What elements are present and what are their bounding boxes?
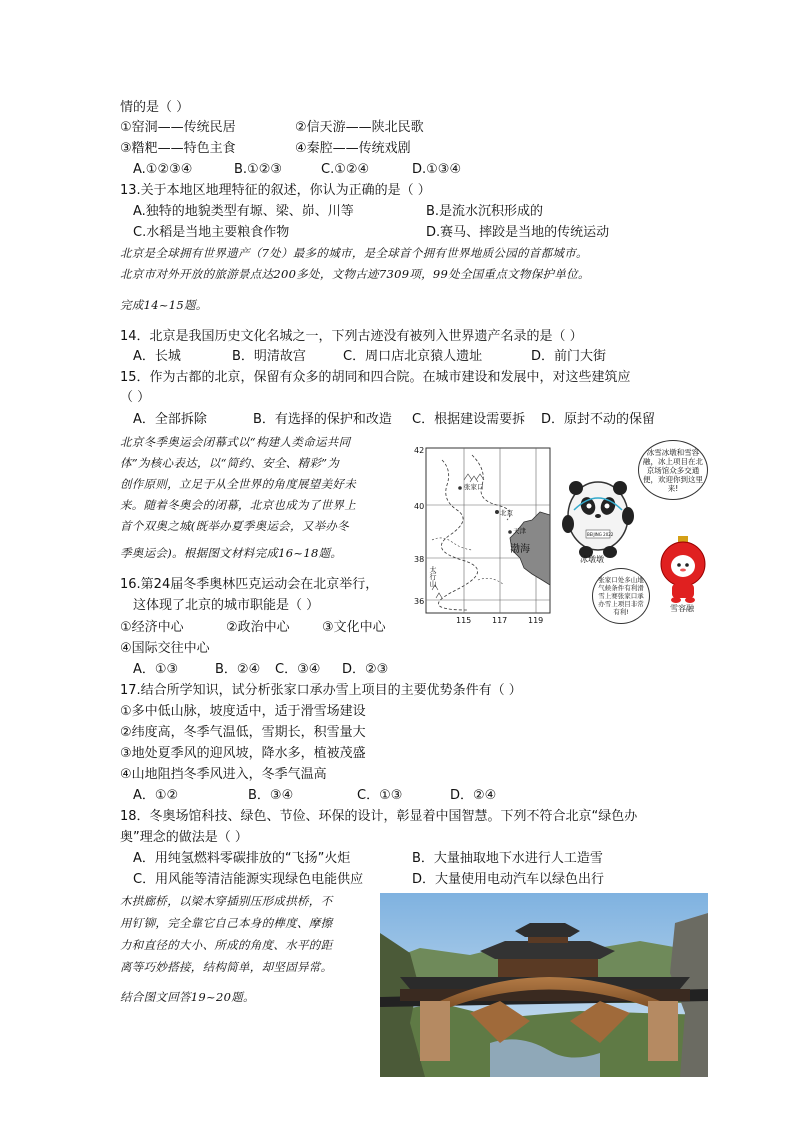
q13-option-d[interactable]: D.赛马、摔跤是当地的传统运动 — [426, 225, 610, 240]
q12-item-2: ②信天游——陕北民歌 — [295, 120, 424, 135]
map-lat-38: 38 — [414, 555, 425, 564]
lantern-mascot-icon — [658, 534, 708, 604]
q15-stem: 15．作为古都的北京，保留有众多的胡同和四合院。在城市建设和发展中，对这些建筑应 — [120, 370, 631, 385]
passage-beijing-line-1: 北京是全球拥有世界遗产（7处）最多的城市，是全球首个拥有世界地质公园的首都城市。 — [120, 246, 588, 260]
q18-option-c[interactable]: C．用风能等清洁能源实现绿色电能供应 — [133, 872, 364, 887]
q16-option-b[interactable]: B．②④ — [215, 662, 261, 677]
panda-mascot-icon — [560, 466, 640, 566]
map-lat-42: 42 — [414, 446, 425, 455]
q18-option-d[interactable]: D．大量使用电动汽车以绿色出行 — [412, 872, 605, 887]
q13-option-b[interactable]: B.是流水沉积形成的 — [426, 204, 544, 219]
passage-beijing-instruction: 完成14~15题。 — [120, 298, 208, 312]
map-lon-117: 117 — [492, 616, 508, 625]
q17-item-1: ①多中低山脉，坡度适中，适于滑雪场建设 — [120, 704, 366, 719]
q16-stem-line-1: 16.第24届冬季奥林匹克运动会在北京举行， — [120, 577, 379, 592]
panda-speech-bubble: 冰雪冰墩和雪容融，冰上项目在北京场馆众多交通便，欢迎你到这里来! — [638, 440, 708, 500]
q17-option-a[interactable]: A．①② — [133, 788, 179, 803]
q15-option-c[interactable]: C．根据建设需要拆 — [412, 412, 526, 427]
q13-option-c[interactable]: C.水稻是当地主要粮食作物 — [133, 225, 290, 240]
passage-olympics-line-1: 北京冬季奥运会闭幕式以“构建人类命运共同 — [120, 435, 351, 449]
q16-option-d[interactable]: D．②③ — [342, 662, 389, 677]
q12-option-c[interactable]: C.①②④ — [321, 162, 370, 177]
q15-option-d[interactable]: D．原封不动的保留 — [541, 412, 656, 427]
q16-item-4: ④国际交往中心 — [120, 641, 210, 656]
q18-option-b[interactable]: B．大量抽取地下水进行人工造雪 — [412, 851, 603, 866]
q17-option-b[interactable]: B．③④ — [248, 788, 294, 803]
q13-option-a[interactable]: A.独特的地貌类型有塬、梁、峁、川等 — [133, 204, 354, 219]
passage-bridge-line-2: 用钉铆，完全靠它自己本身的榫度、摩擦 — [120, 916, 333, 930]
q17-item-3: ③地处夏季风的迎风坡，降水多，植被茂盛 — [120, 746, 366, 761]
q12-option-b[interactable]: B.①②③ — [234, 162, 283, 177]
q16-item-3: ③文化中心 — [322, 620, 386, 635]
q16-item-2: ②政治中心 — [226, 620, 290, 635]
map-lon-115: 115 — [456, 616, 472, 625]
q14-option-c[interactable]: C．周口店北京猿人遗址 — [343, 349, 483, 364]
passage-bridge-instruction: 结合图文回答19~20题。 — [120, 990, 255, 1004]
q17-stem: 17.结合所学知识，试分析张家口承办雪上项目的主要优势条件有（ ） — [120, 683, 522, 698]
q14-option-a[interactable]: A．长城 — [133, 349, 181, 364]
panda-name-caption: 冰墩墩 — [580, 555, 604, 564]
wooden-arch-bridge-photo — [380, 893, 708, 1077]
passage-olympics-line-5: 首个双奥之城(既举办夏季奥运会，又举办冬 — [120, 519, 349, 533]
map-label-taihang: 太行山 — [429, 566, 437, 587]
passage-olympics-line-4: 来。随着冬奥会的闭幕，北京也成为了世界上 — [120, 498, 356, 512]
passage-bridge-line-3: 力和直径的大小、所成的角度、水平的距 — [120, 938, 333, 952]
q14-option-b[interactable]: B．明清故宫 — [232, 349, 306, 364]
beijing-region-map — [412, 440, 557, 630]
map-lat-40: 40 — [414, 502, 425, 511]
q18-stem-line-2: 奥”理念的做法是（ ） — [120, 830, 248, 845]
q12-item-1: ①窑洞——传统民居 — [120, 120, 236, 135]
q15-paren: （ ） — [120, 390, 151, 405]
q15-option-b[interactable]: B．有选择的保护和改造 — [253, 412, 392, 427]
passage-bridge-line-4: 离等巧妙搭接，结构简单，却坚固异常。 — [120, 960, 333, 974]
map-lat-36: 36 — [414, 597, 425, 606]
passage-olympics-line-2: 体”为核心表达，以“简约、安全、精彩”为 — [120, 456, 340, 470]
q17-item-4: ④山地阻挡冬季风进入，冬季气温高 — [120, 767, 327, 782]
map-lon-119: 119 — [528, 616, 544, 625]
q16-option-c[interactable]: C．③④ — [275, 662, 321, 677]
passage-olympics-line-3: 创作原则，立足于从全世界的角度展望美好未 — [120, 477, 356, 491]
q15-option-a[interactable]: A．全部拆除 — [133, 412, 207, 427]
q14-option-d[interactable]: D．前门大街 — [531, 349, 607, 364]
q17-option-c[interactable]: C．①③ — [357, 788, 403, 803]
q16-option-a[interactable]: A．①③ — [133, 662, 179, 677]
q12-item-4: ④秦腔——传统戏剧 — [295, 141, 411, 156]
q17-option-d[interactable]: D．②④ — [450, 788, 497, 803]
passage-beijing-line-2: 北京市对外开放的旅游景点达200多处，文物古迹7309项，99处全国重点文物保护单位。 — [120, 267, 590, 281]
q12-stem-cont: 情的是（ ） — [120, 100, 190, 115]
mascot-illustration — [560, 436, 710, 636]
q12-option-a[interactable]: A.①②③④ — [133, 162, 193, 177]
q16-stem-line-2: 这体现了北京的城市职能是（ ） — [133, 598, 320, 613]
passage-bridge-line-1: 木拱廊桥，以梁木穿插别压形成拱桥，不 — [120, 894, 333, 908]
q12-item-3: ③糌粑——特色主食 — [120, 141, 236, 156]
map-label-beijing: 北京 — [500, 509, 513, 517]
map-label-bohai: 渤海 — [510, 544, 530, 555]
q13-stem: 13.关于本地区地理特征的叙述，你认为正确的是（ ） — [120, 183, 431, 198]
q12-option-d[interactable]: D.①③④ — [412, 162, 462, 177]
q18-option-a[interactable]: A．用纯氢燃料零碳排放的“飞扬”火炬 — [133, 851, 351, 866]
q17-item-2: ②纬度高，冬季气温低，雪期长，积雪量大 — [120, 725, 366, 740]
q18-stem-line-1: 18．冬奥场馆科技、绿色、节俭、环保的设计，彰显着中国智慧。下列不符合北京“绿色办 — [120, 809, 638, 824]
map-label-tianjin: 天津 — [513, 527, 526, 535]
lantern-name-caption: 雪容融 — [670, 604, 694, 613]
q14-stem: 14．北京是我国历史文化名城之一，下列古迹没有被列入世界遗产名录的是（ ） — [120, 329, 583, 344]
map-label-zhangjiakou: 张家口 — [464, 483, 484, 491]
panda-badge-text: BEIJING 2022 — [587, 532, 614, 537]
lantern-speech-bubble: 张家口处多山地气候条件有利滑雪上赛张家口承办雪上项目非常有利! — [592, 568, 650, 624]
q16-item-1: ①经济中心 — [120, 620, 184, 635]
passage-olympics-line-6: 季奥运会)。根据图文材料完成16~18题。 — [120, 546, 343, 560]
